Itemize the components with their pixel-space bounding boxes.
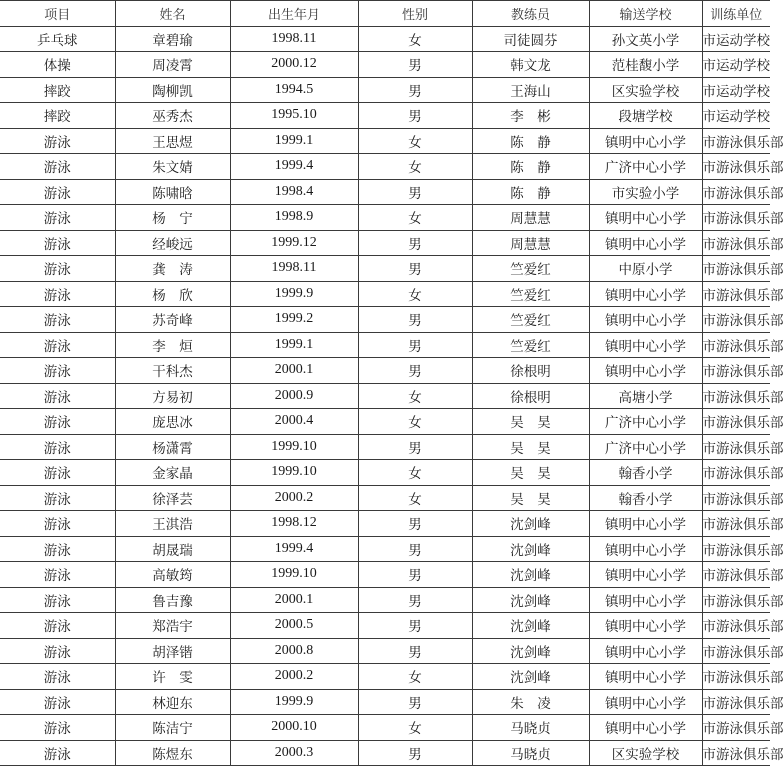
table-row <box>0 434 770 460</box>
cell-coach: 周慧慧 <box>472 230 589 256</box>
table-row <box>0 230 770 256</box>
table-row <box>0 383 770 409</box>
table-row <box>0 77 770 103</box>
cell-coach: 周慧慧 <box>472 205 589 231</box>
cell-school: 镇明中心小学 <box>589 587 702 613</box>
table-row <box>0 154 770 180</box>
cell-gender: 男 <box>358 689 472 715</box>
table-row <box>0 638 770 664</box>
cell-gender: 男 <box>358 256 472 282</box>
cell-name: 王思煜 <box>115 128 230 154</box>
cell-school: 镇明中心小学 <box>589 715 702 741</box>
cell-gender: 女 <box>358 128 472 154</box>
cell-birth: 2000.8 <box>230 638 358 664</box>
table-row <box>0 562 770 588</box>
cell-school: 镇明中心小学 <box>589 613 702 639</box>
cell-unit: 市运动学校 <box>702 103 770 129</box>
cell-coach: 沈剑峰 <box>472 613 589 639</box>
cell-name: 庞思冰 <box>115 409 230 435</box>
cell-unit: 市游泳俱乐部 <box>702 485 770 511</box>
cell-school: 镇明中心小学 <box>589 230 702 256</box>
cell-sport: 游泳 <box>0 281 115 307</box>
cell-sport: 游泳 <box>0 205 115 231</box>
cell-unit: 市游泳俱乐部 <box>702 638 770 664</box>
table-row <box>0 281 770 307</box>
cell-name: 胡泽锴 <box>115 638 230 664</box>
table-header <box>0 1 770 27</box>
header-school: 输送学校 <box>589 1 702 27</box>
cell-gender: 女 <box>358 715 472 741</box>
cell-name: 龚 涛 <box>115 256 230 282</box>
cell-unit: 市游泳俱乐部 <box>702 230 770 256</box>
cell-coach: 沈剑峰 <box>472 587 589 613</box>
cell-coach: 司徒圆芬 <box>472 26 589 52</box>
cell-sport: 乒乓球 <box>0 26 115 52</box>
cell-coach: 沈剑峰 <box>472 511 589 537</box>
cell-name: 陈洁宁 <box>115 715 230 741</box>
cell-gender: 男 <box>358 511 472 537</box>
cell-unit: 市游泳俱乐部 <box>702 740 770 766</box>
cell-sport: 游泳 <box>0 664 115 690</box>
cell-coach: 朱 凌 <box>472 689 589 715</box>
header-gender: 性别 <box>358 1 472 27</box>
cell-unit: 市游泳俱乐部 <box>702 664 770 690</box>
cell-birth: 2000.2 <box>230 664 358 690</box>
cell-birth: 2000.3 <box>230 740 358 766</box>
table-row <box>0 536 770 562</box>
cell-name: 经峻远 <box>115 230 230 256</box>
cell-coach: 吴 昊 <box>472 460 589 486</box>
table-row <box>0 179 770 205</box>
cell-school: 镇明中心小学 <box>589 689 702 715</box>
cell-school: 区实验学校 <box>589 77 702 103</box>
cell-name: 郑浩宇 <box>115 613 230 639</box>
cell-unit: 市游泳俱乐部 <box>702 205 770 231</box>
cell-unit: 市运动学校 <box>702 52 770 78</box>
cell-unit: 市游泳俱乐部 <box>702 154 770 180</box>
cell-unit: 市游泳俱乐部 <box>702 358 770 384</box>
cell-sport: 游泳 <box>0 332 115 358</box>
cell-school: 孙文英小学 <box>589 26 702 52</box>
cell-school: 广济中心小学 <box>589 154 702 180</box>
cell-birth: 1999.10 <box>230 434 358 460</box>
cell-coach: 陈 静 <box>472 179 589 205</box>
cell-school: 中原小学 <box>589 256 702 282</box>
cell-coach: 吴 昊 <box>472 485 589 511</box>
cell-gender: 女 <box>358 409 472 435</box>
cell-gender: 男 <box>358 536 472 562</box>
table-row <box>0 332 770 358</box>
header-row <box>0 1 770 27</box>
cell-unit: 市游泳俱乐部 <box>702 689 770 715</box>
cell-gender: 男 <box>358 307 472 333</box>
cell-sport: 游泳 <box>0 613 115 639</box>
cell-coach: 沈剑峰 <box>472 664 589 690</box>
cell-sport: 游泳 <box>0 383 115 409</box>
cell-birth: 1999.9 <box>230 689 358 715</box>
cell-coach: 吴 昊 <box>472 409 589 435</box>
cell-birth: 2000.4 <box>230 409 358 435</box>
cell-sport: 游泳 <box>0 434 115 460</box>
cell-gender: 女 <box>358 154 472 180</box>
cell-coach: 徐根明 <box>472 358 589 384</box>
cell-sport: 游泳 <box>0 689 115 715</box>
cell-unit: 市游泳俱乐部 <box>702 511 770 537</box>
cell-unit: 市游泳俱乐部 <box>702 536 770 562</box>
cell-name: 杨潇霄 <box>115 434 230 460</box>
cell-birth: 2000.9 <box>230 383 358 409</box>
cell-coach: 李 彬 <box>472 103 589 129</box>
cell-gender: 男 <box>358 332 472 358</box>
table-row <box>0 740 770 766</box>
cell-unit: 市游泳俱乐部 <box>702 383 770 409</box>
cell-name: 方易初 <box>115 383 230 409</box>
cell-unit: 市游泳俱乐部 <box>702 613 770 639</box>
cell-name: 陈煜东 <box>115 740 230 766</box>
cell-sport: 游泳 <box>0 485 115 511</box>
cell-name: 杨 欣 <box>115 281 230 307</box>
cell-school: 高塘小学 <box>589 383 702 409</box>
cell-gender: 女 <box>358 383 472 409</box>
table-row <box>0 128 770 154</box>
cell-gender: 男 <box>358 638 472 664</box>
cell-school: 广济中心小学 <box>589 409 702 435</box>
cell-school: 翰香小学 <box>589 485 702 511</box>
cell-gender: 男 <box>358 613 472 639</box>
cell-coach: 陈 静 <box>472 128 589 154</box>
cell-birth: 1994.5 <box>230 77 358 103</box>
cell-birth: 2000.10 <box>230 715 358 741</box>
cell-sport: 游泳 <box>0 409 115 435</box>
cell-sport: 游泳 <box>0 128 115 154</box>
cell-unit: 市游泳俱乐部 <box>702 256 770 282</box>
cell-name: 许 雯 <box>115 664 230 690</box>
table-row <box>0 52 770 78</box>
cell-name: 章碧瑜 <box>115 26 230 52</box>
cell-name: 苏奇峰 <box>115 307 230 333</box>
cell-gender: 女 <box>358 205 472 231</box>
table-row <box>0 103 770 129</box>
cell-unit: 市游泳俱乐部 <box>702 332 770 358</box>
cell-birth: 1999.1 <box>230 128 358 154</box>
cell-sport: 游泳 <box>0 154 115 180</box>
cell-school: 镇明中心小学 <box>589 332 702 358</box>
cell-sport: 游泳 <box>0 562 115 588</box>
cell-unit: 市游泳俱乐部 <box>702 562 770 588</box>
cell-unit: 市游泳俱乐部 <box>702 715 770 741</box>
cell-sport: 游泳 <box>0 740 115 766</box>
cell-sport: 游泳 <box>0 587 115 613</box>
cell-coach: 竺爱红 <box>472 256 589 282</box>
cell-birth: 1995.10 <box>230 103 358 129</box>
cell-unit: 市游泳俱乐部 <box>702 409 770 435</box>
cell-school: 范桂馥小学 <box>589 52 702 78</box>
table-body <box>0 26 784 766</box>
cell-coach: 竺爱红 <box>472 281 589 307</box>
cell-name: 陶柳凯 <box>115 77 230 103</box>
table-row <box>0 409 770 435</box>
cell-unit: 市游泳俱乐部 <box>702 434 770 460</box>
cell-coach: 韩文龙 <box>472 52 589 78</box>
cell-sport: 游泳 <box>0 358 115 384</box>
cell-name: 王淇浩 <box>115 511 230 537</box>
cell-school: 镇明中心小学 <box>589 664 702 690</box>
header-unit: 训练单位 <box>702 1 770 27</box>
cell-birth: 2000.1 <box>230 358 358 384</box>
cell-birth: 1999.4 <box>230 154 358 180</box>
cell-gender: 男 <box>358 179 472 205</box>
cell-unit: 市运动学校 <box>702 77 770 103</box>
cell-unit: 市游泳俱乐部 <box>702 128 770 154</box>
cell-school: 市实验小学 <box>589 179 702 205</box>
cell-sport: 游泳 <box>0 179 115 205</box>
cell-unit: 市运动学校 <box>702 26 770 52</box>
table-row <box>0 256 770 282</box>
cell-school: 镇明中心小学 <box>589 358 702 384</box>
cell-birth: 1998.9 <box>230 205 358 231</box>
cell-birth: 1999.10 <box>230 460 358 486</box>
cell-birth: 1999.9 <box>230 281 358 307</box>
cell-birth: 1998.12 <box>230 511 358 537</box>
cell-school: 区实验学校 <box>589 740 702 766</box>
cell-sport: 游泳 <box>0 536 115 562</box>
cell-gender: 男 <box>358 103 472 129</box>
cell-coach: 马晓贞 <box>472 740 589 766</box>
cell-name: 干科杰 <box>115 358 230 384</box>
cell-sport: 摔跤 <box>0 77 115 103</box>
cell-name: 胡晟瑞 <box>115 536 230 562</box>
cell-unit: 市游泳俱乐部 <box>702 307 770 333</box>
cell-unit: 市游泳俱乐部 <box>702 281 770 307</box>
cell-school: 镇明中心小学 <box>589 281 702 307</box>
cell-gender: 女 <box>358 460 472 486</box>
table-row <box>0 715 770 741</box>
table-row <box>0 205 770 231</box>
cell-sport: 游泳 <box>0 638 115 664</box>
table-row <box>0 613 770 639</box>
header-birth: 出生年月 <box>230 1 358 27</box>
cell-school: 翰香小学 <box>589 460 702 486</box>
cell-name: 林迎东 <box>115 689 230 715</box>
table-row <box>0 307 770 333</box>
cell-birth: 1999.10 <box>230 562 358 588</box>
cell-coach: 徐根明 <box>472 383 589 409</box>
cell-school: 镇明中心小学 <box>589 638 702 664</box>
cell-name: 徐泽芸 <box>115 485 230 511</box>
cell-coach: 陈 静 <box>472 154 589 180</box>
cell-unit: 市游泳俱乐部 <box>702 460 770 486</box>
cell-birth: 2000.12 <box>230 52 358 78</box>
header-sport: 项目 <box>0 1 115 27</box>
cell-gender: 男 <box>358 52 472 78</box>
cell-unit: 市游泳俱乐部 <box>702 587 770 613</box>
cell-gender: 女 <box>358 485 472 511</box>
cell-gender: 男 <box>358 740 472 766</box>
cell-gender: 女 <box>358 664 472 690</box>
cell-sport: 游泳 <box>0 307 115 333</box>
cell-sport: 游泳 <box>0 230 115 256</box>
cell-gender: 男 <box>358 358 472 384</box>
cell-school: 镇明中心小学 <box>589 205 702 231</box>
cell-name: 朱文婧 <box>115 154 230 180</box>
cell-sport: 游泳 <box>0 256 115 282</box>
cell-school: 广济中心小学 <box>589 434 702 460</box>
cell-school: 镇明中心小学 <box>589 128 702 154</box>
table-row <box>0 460 770 486</box>
cell-unit: 市游泳俱乐部 <box>702 179 770 205</box>
cell-birth: 1999.12 <box>230 230 358 256</box>
cell-name: 杨 宁 <box>115 205 230 231</box>
cell-birth: 2000.1 <box>230 587 358 613</box>
header-name: 姓名 <box>115 1 230 27</box>
cell-gender: 男 <box>358 434 472 460</box>
cell-coach: 竺爱红 <box>472 332 589 358</box>
cell-birth: 1999.1 <box>230 332 358 358</box>
cell-name: 陈啸晗 <box>115 179 230 205</box>
table-row <box>0 511 770 537</box>
cell-gender: 男 <box>358 562 472 588</box>
cell-coach: 沈剑峰 <box>472 638 589 664</box>
cell-school: 镇明中心小学 <box>589 562 702 588</box>
cell-gender: 男 <box>358 230 472 256</box>
cell-coach: 沈剑峰 <box>472 562 589 588</box>
cell-gender: 女 <box>358 26 472 52</box>
cell-birth: 2000.5 <box>230 613 358 639</box>
cell-sport: 游泳 <box>0 460 115 486</box>
cell-name: 李 烜 <box>115 332 230 358</box>
cell-sport: 游泳 <box>0 715 115 741</box>
cell-gender: 男 <box>358 587 472 613</box>
cell-coach: 吴 昊 <box>472 434 589 460</box>
cell-name: 周凌霄 <box>115 52 230 78</box>
cell-birth: 2000.2 <box>230 485 358 511</box>
cell-gender: 女 <box>358 281 472 307</box>
table-row <box>0 689 770 715</box>
table-row <box>0 358 770 384</box>
cell-sport: 摔跤 <box>0 103 115 129</box>
cell-coach: 沈剑峰 <box>472 536 589 562</box>
cell-coach: 王海山 <box>472 77 589 103</box>
table-row <box>0 485 770 511</box>
cell-name: 鲁吉豫 <box>115 587 230 613</box>
cell-school: 段塘学校 <box>589 103 702 129</box>
cell-name: 金家晶 <box>115 460 230 486</box>
table-row <box>0 26 770 52</box>
cell-sport: 游泳 <box>0 511 115 537</box>
cell-birth: 1998.11 <box>230 26 358 52</box>
table-row <box>0 664 770 690</box>
cell-birth: 1998.4 <box>230 179 358 205</box>
cell-school: 镇明中心小学 <box>589 511 702 537</box>
header-coach: 教练员 <box>472 1 589 27</box>
cell-name: 高敏筠 <box>115 562 230 588</box>
cell-birth: 1999.4 <box>230 536 358 562</box>
cell-gender: 男 <box>358 77 472 103</box>
cell-birth: 1998.11 <box>230 256 358 282</box>
cell-sport: 体操 <box>0 52 115 78</box>
cell-name: 巫秀杰 <box>115 103 230 129</box>
cell-school: 镇明中心小学 <box>589 536 702 562</box>
cell-school: 镇明中心小学 <box>589 307 702 333</box>
cell-coach: 马晓贞 <box>472 715 589 741</box>
cell-birth: 1999.2 <box>230 307 358 333</box>
table-row <box>0 587 770 613</box>
cell-coach: 竺爱红 <box>472 307 589 333</box>
